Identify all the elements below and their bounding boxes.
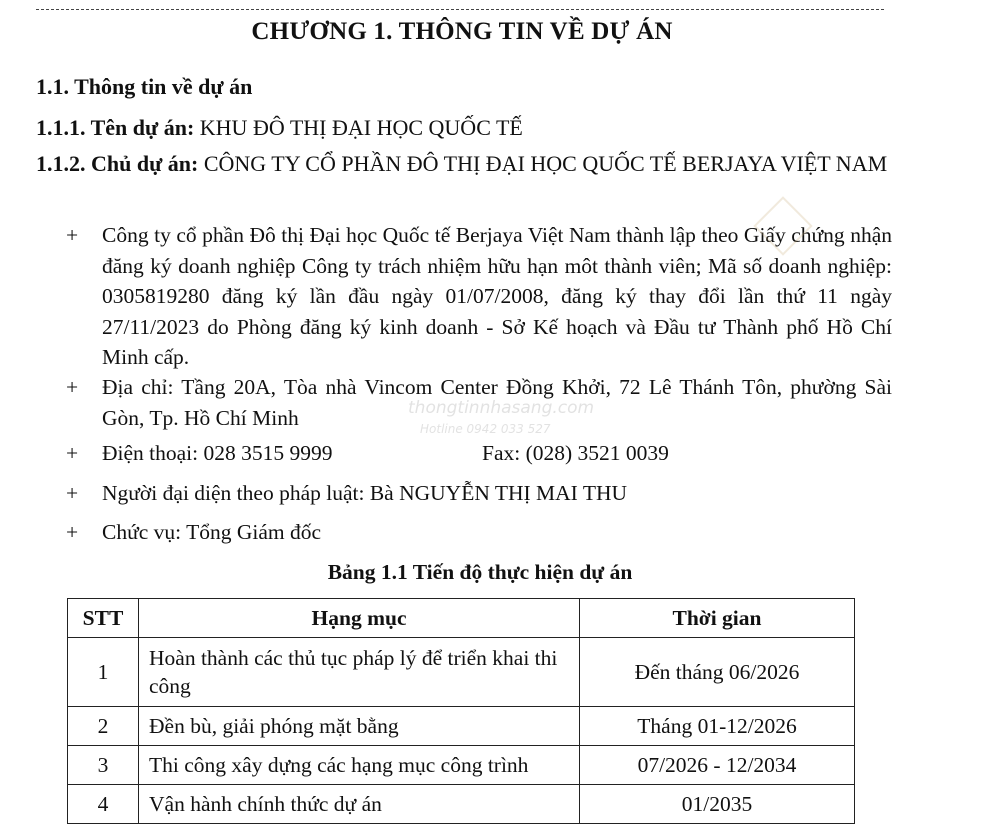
header-item: Hạng mục	[139, 599, 580, 638]
project-owner-label: 1.1.2. Chủ dự án:	[36, 151, 199, 176]
table-row	[68, 707, 855, 746]
header-time: Thời gian	[580, 599, 855, 638]
schedule-table	[67, 598, 855, 824]
cell-item: Hoàn thành các thủ tục pháp lý để triển khai thi công	[139, 638, 580, 707]
table-row	[68, 638, 855, 707]
cell-time: 07/2026 - 12/2034	[580, 746, 855, 785]
cell-time: Tháng 01-12/2026	[580, 707, 855, 746]
table-header-row	[68, 599, 855, 638]
cell-stt: 2	[68, 707, 139, 746]
representative-text: Người đại diện theo pháp luật: Bà NGUYỄN THỊ MAI THU	[102, 481, 628, 505]
cell-stt: 4	[68, 785, 139, 824]
project-name-value: KHU ĐÔ THỊ ĐẠI HỌC QUỐC TẾ	[194, 115, 523, 140]
cell-item: Thi công xây dựng các hạng mục công trình	[139, 746, 580, 785]
fax-text: Fax: (028) 3521 0039	[482, 441, 669, 465]
position-text: Chức vụ: Tổng Giám đốc	[102, 520, 322, 544]
registration-text: Công ty cổ phần Đô thị Đại học Quốc tế Berjaya Việt Nam thành lập theo Giấy chứng nhận đăng ký doanh nghiệp Công ty trách nhiệm hữu hạn môt thành viên; Mã số doanh nghiệp: 0305819280 đăng ký lần đầu ngày 01/07/2008, đăng ký thay đổi lần thứ 11 ngày 27/11/2023 do Phòng đăng ký kinh doanh - Sở Kế hoạch và Đầu tư Thành phố Hồ Chí Minh cấp.	[102, 223, 892, 369]
project-owner-line	[36, 149, 896, 179]
top-dashed-rule	[36, 9, 884, 10]
chapter-title: CHƯƠNG 1. THÔNG TIN VỀ DỰ ÁN	[251, 18, 673, 45]
address-text: Địa chỉ: Tầng 20A, Tòa nhà Vincom Center Đồng Khởi, 72 Lê Thánh Tôn, phường Sài Gòn, Tp. Hồ Chí Minh	[102, 375, 892, 430]
table-caption: Bảng 1.1 Tiến độ thực hiện dự án	[327, 560, 633, 584]
bullet-mark: +	[66, 441, 79, 465]
section-heading: 1.1. Thông tin về dự án	[36, 74, 253, 99]
bullet-mark: +	[66, 520, 79, 544]
cell-stt: 1	[68, 638, 139, 707]
project-name-label: 1.1.1. Tên dự án:	[36, 115, 195, 140]
watermark-site: thongtinnhasang.com	[408, 398, 595, 418]
watermark-hotline: Hotline 0942 033 527	[420, 422, 551, 436]
cell-stt: 3	[68, 746, 139, 785]
project-name-line	[36, 113, 523, 143]
bullet-mark: +	[66, 481, 79, 505]
cell-time: Đến tháng 06/2026	[580, 638, 855, 707]
bullet-mark: +	[66, 223, 79, 247]
bullet-mark: +	[66, 375, 79, 399]
cell-item: Vận hành chính thức dự án	[139, 785, 580, 824]
project-owner-value: CÔNG TY CỔ PHẦN ĐÔ THỊ ĐẠI HỌC QUỐC TẾ BERJAYA VIỆT NAM	[198, 151, 888, 176]
phone-text: Điện thoại: 028 3515 9999	[102, 441, 333, 465]
contact-row	[102, 438, 892, 469]
cell-item: Đền bù, giải phóng mặt bằng	[139, 707, 580, 746]
table-row	[68, 746, 855, 785]
cell-time: 01/2035	[580, 785, 855, 824]
table-row	[68, 785, 855, 824]
header-stt: STT	[68, 599, 139, 638]
